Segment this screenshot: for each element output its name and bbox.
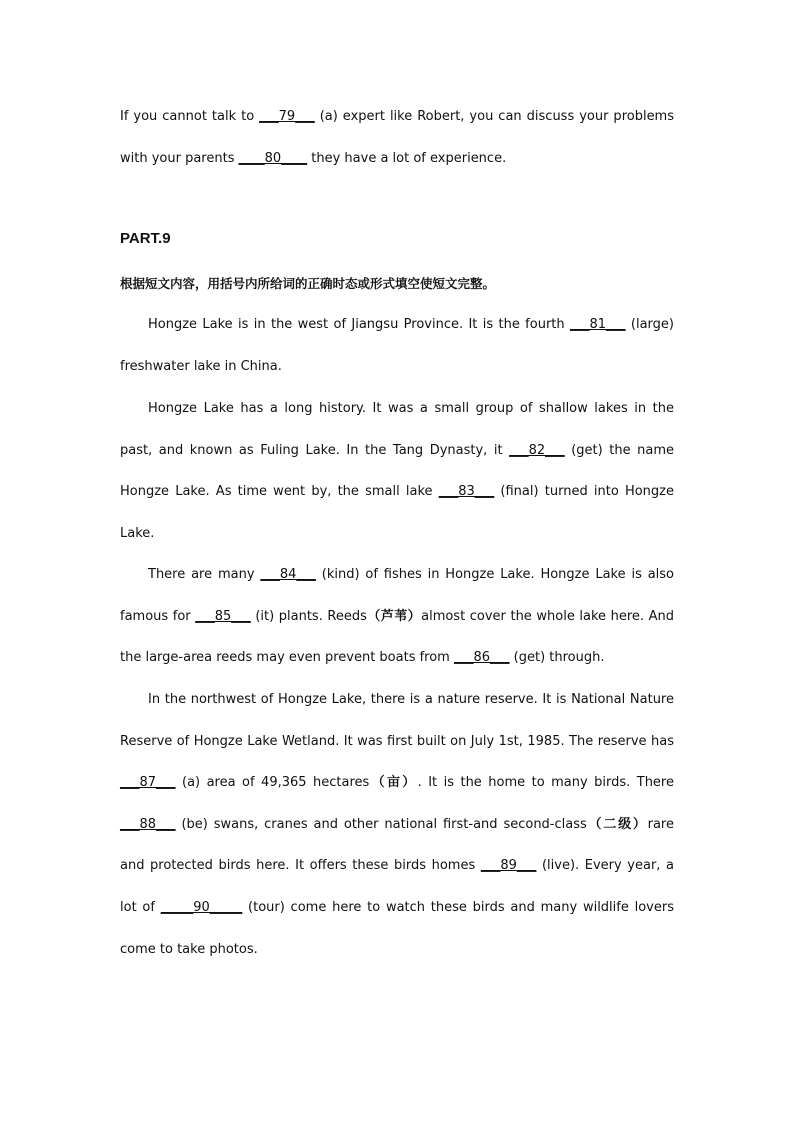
blank-86: ___86___ [453, 650, 510, 666]
text: they have a lot of experience. [307, 150, 507, 166]
blank-85: ___85___ [195, 608, 251, 624]
text: (it) plants. Reeds [250, 608, 367, 624]
text: (a) expert like Robert, you can discuss your problems with your parents [120, 109, 674, 166]
gloss-reeds: （芦苇） [366, 608, 422, 624]
text: If you cannot talk to [120, 109, 260, 124]
paragraph-2 [120, 388, 674, 554]
text: (final) turned into Hongze Lake. [120, 484, 674, 541]
paragraph-1 [120, 304, 674, 387]
text: In the northwest of Hongze Lake, there is a nature reserve. It is National Nature Reserve of Hongze Lake Wetland. It was first built on July 1st, 1985. The reserve has [120, 692, 674, 749]
blank-84: ___84___ [260, 567, 316, 582]
intro-paragraph [120, 96, 674, 179]
paragraph-4 [120, 679, 674, 970]
blank-88: ___88___ [120, 816, 176, 832]
gloss-mu: （亩） [369, 775, 418, 791]
text: There are many [148, 567, 261, 582]
text: (live). Every year, a lot of [120, 858, 675, 915]
text: almost cover the whole lake here. And the large-area reeds may even prevent boats from [120, 608, 674, 666]
blank-83: ___83___ [438, 484, 495, 500]
text: Hongze Lake is in the west of Jiangsu Province. It is the fourth [148, 317, 570, 332]
text: (large) freshwater lake in China. [120, 317, 674, 374]
paragraph-3 [120, 554, 674, 679]
blank-89: ___89___ [480, 858, 537, 874]
text: rare and protected birds here. It offers these birds homes [120, 816, 674, 874]
text: . It is the home to many birds. There [417, 775, 674, 791]
text: (be) swans, cranes and other national first-and second-class [175, 816, 587, 832]
blank-81: ___81___ [570, 317, 626, 332]
gloss-second-class: （二级） [586, 816, 648, 832]
blank-87: ___87___ [120, 775, 176, 791]
text: (a) area of 49,365 hectares [175, 775, 370, 791]
blank-82: ___82___ [509, 442, 565, 458]
blank-80: ____80____ [238, 150, 308, 166]
text: (tour) come here to watch these birds and many wildlife lovers come to take photos. [120, 899, 674, 957]
blank-90: _____90_____ [160, 899, 243, 915]
text: (get) through. [509, 650, 605, 666]
text: (get) the name Hongze Lake. As time went by, the small lake [120, 442, 675, 500]
section-heading: PART.9 [120, 230, 171, 247]
text: (kind) of fishes in Hongze Lake. Hongze Lake is also famous for [120, 567, 674, 624]
blank-79: ___79___ [259, 109, 315, 124]
instruction-text: 根据短文内容，用括号内所给词的正确时态或形式填空使短文完整。 [120, 276, 496, 291]
text: Hongze Lake has a long history. It was a small group of shallow lakes in the past, and known as Fuling Lake. In the Tang Dynasty, it [120, 401, 674, 458]
